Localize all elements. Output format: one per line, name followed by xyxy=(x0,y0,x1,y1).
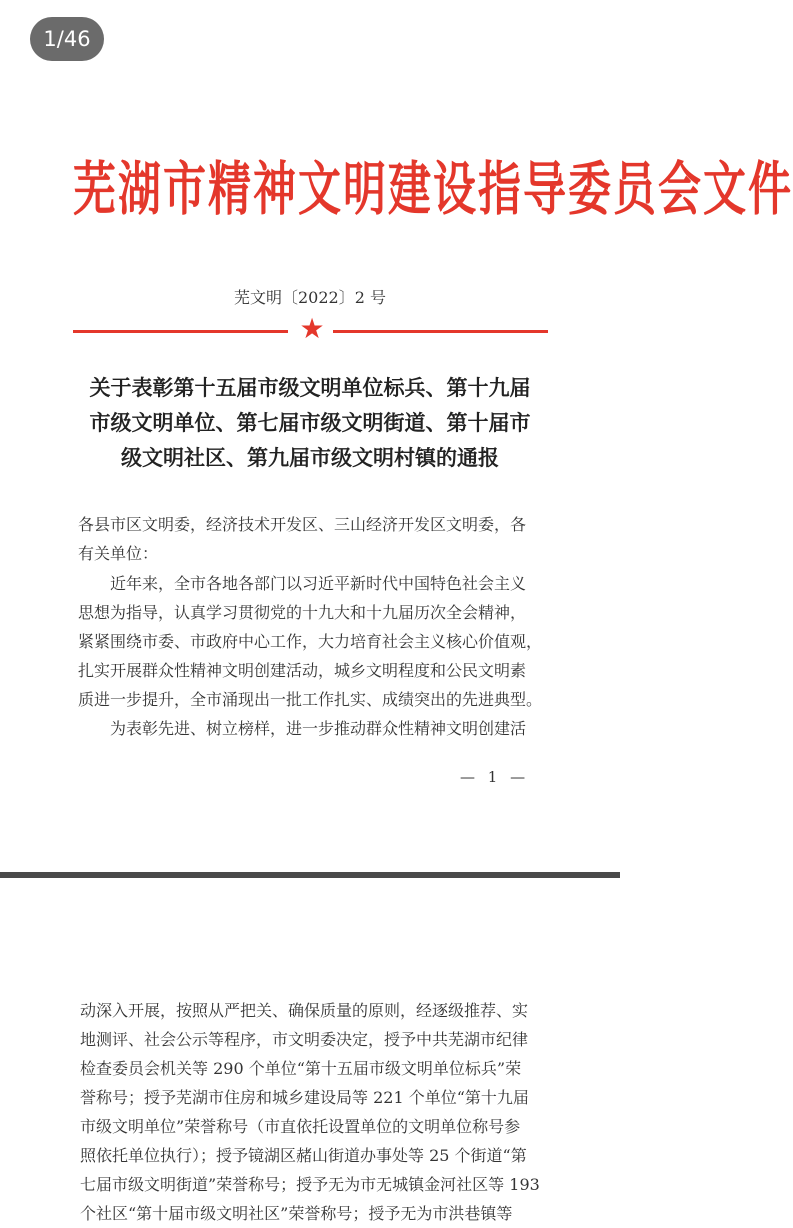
notice-title-line: 级文明社区、第九届市级文明村镇的通报 xyxy=(121,445,499,470)
text-line: 个社区“第十届市级文明社区”荣誉称号；授予无为市洪巷镇等 xyxy=(80,1204,513,1223)
text-line: 扎实开展群众性精神文明创建活动，城乡文明程度和公民文明素 xyxy=(78,661,527,680)
text-line: 地测评、社会公示等程序，市文明委决定，授予中共芜湖市纪律 xyxy=(80,1030,529,1049)
page-number: — 1 — xyxy=(460,768,530,786)
page-indicator: 1/46 xyxy=(30,17,104,61)
text-line: 各县市区文明委，经济技术开发区、三山经济开发区文明委，各 xyxy=(78,515,527,534)
red-divider-right xyxy=(333,330,548,333)
red-divider-left xyxy=(73,330,288,333)
paragraph-1 xyxy=(78,569,553,743)
text-line: 动深入开展，按照从严把关、确保质量的原则，经逐级推荐、实 xyxy=(80,1001,529,1020)
text-line: 誉称号；授予芜湖市住房和城乡建设局等 221 个单位“第十九届 xyxy=(80,1088,529,1107)
notice-title xyxy=(65,370,555,475)
document-number: 芜文明〔2022〕2 号 xyxy=(234,288,386,307)
document-header-title: 芜湖市精神文明建设指导委员会文件 xyxy=(73,156,793,224)
text-line: 质进一步提升，全市涌现出一批工作扎实、成绩突出的先进典型。 xyxy=(78,690,543,709)
text-line: 检查委员会机关等 290 个单位“第十五届市级文明单位标兵”荣 xyxy=(80,1059,522,1078)
text-line: 市级文明单位”荣誉称号（市直依托设置单位的文明单位称号参 xyxy=(80,1117,521,1136)
red-star-icon: ★ xyxy=(299,312,325,345)
text-line: 有关单位： xyxy=(78,544,159,563)
paragraph-continued xyxy=(80,996,550,1228)
text-line: 紧紧围绕市委、市政府中心工作，大力培育社会主义核心价值观， xyxy=(78,632,543,651)
notice-title-line: 关于表彰第十五届市级文明单位标兵、第十九届 xyxy=(89,375,531,400)
document-page-2 xyxy=(0,878,620,1228)
text-line: 思想为指导，认真学习贯彻党的十九大和十九届历次全会精神， xyxy=(78,603,527,622)
text-line: 为表彰先进、树立榜样，进一步推动群众性精神文明创建活 xyxy=(78,719,527,738)
addressee xyxy=(78,510,553,568)
text-line: 七届市级文明街道”荣誉称号；授予无为市无城镇金河社区等 193 xyxy=(80,1175,540,1194)
text-line: 照依托单位执行）；授予镜湖区赭山街道办事处等 25 个街道“第 xyxy=(80,1146,527,1165)
notice-title-line: 市级文明单位、第七届市级文明街道、第十届市 xyxy=(89,410,531,435)
text-line: 近年来，全市各地各部门以习近平新时代中国特色社会主义 xyxy=(78,574,527,593)
